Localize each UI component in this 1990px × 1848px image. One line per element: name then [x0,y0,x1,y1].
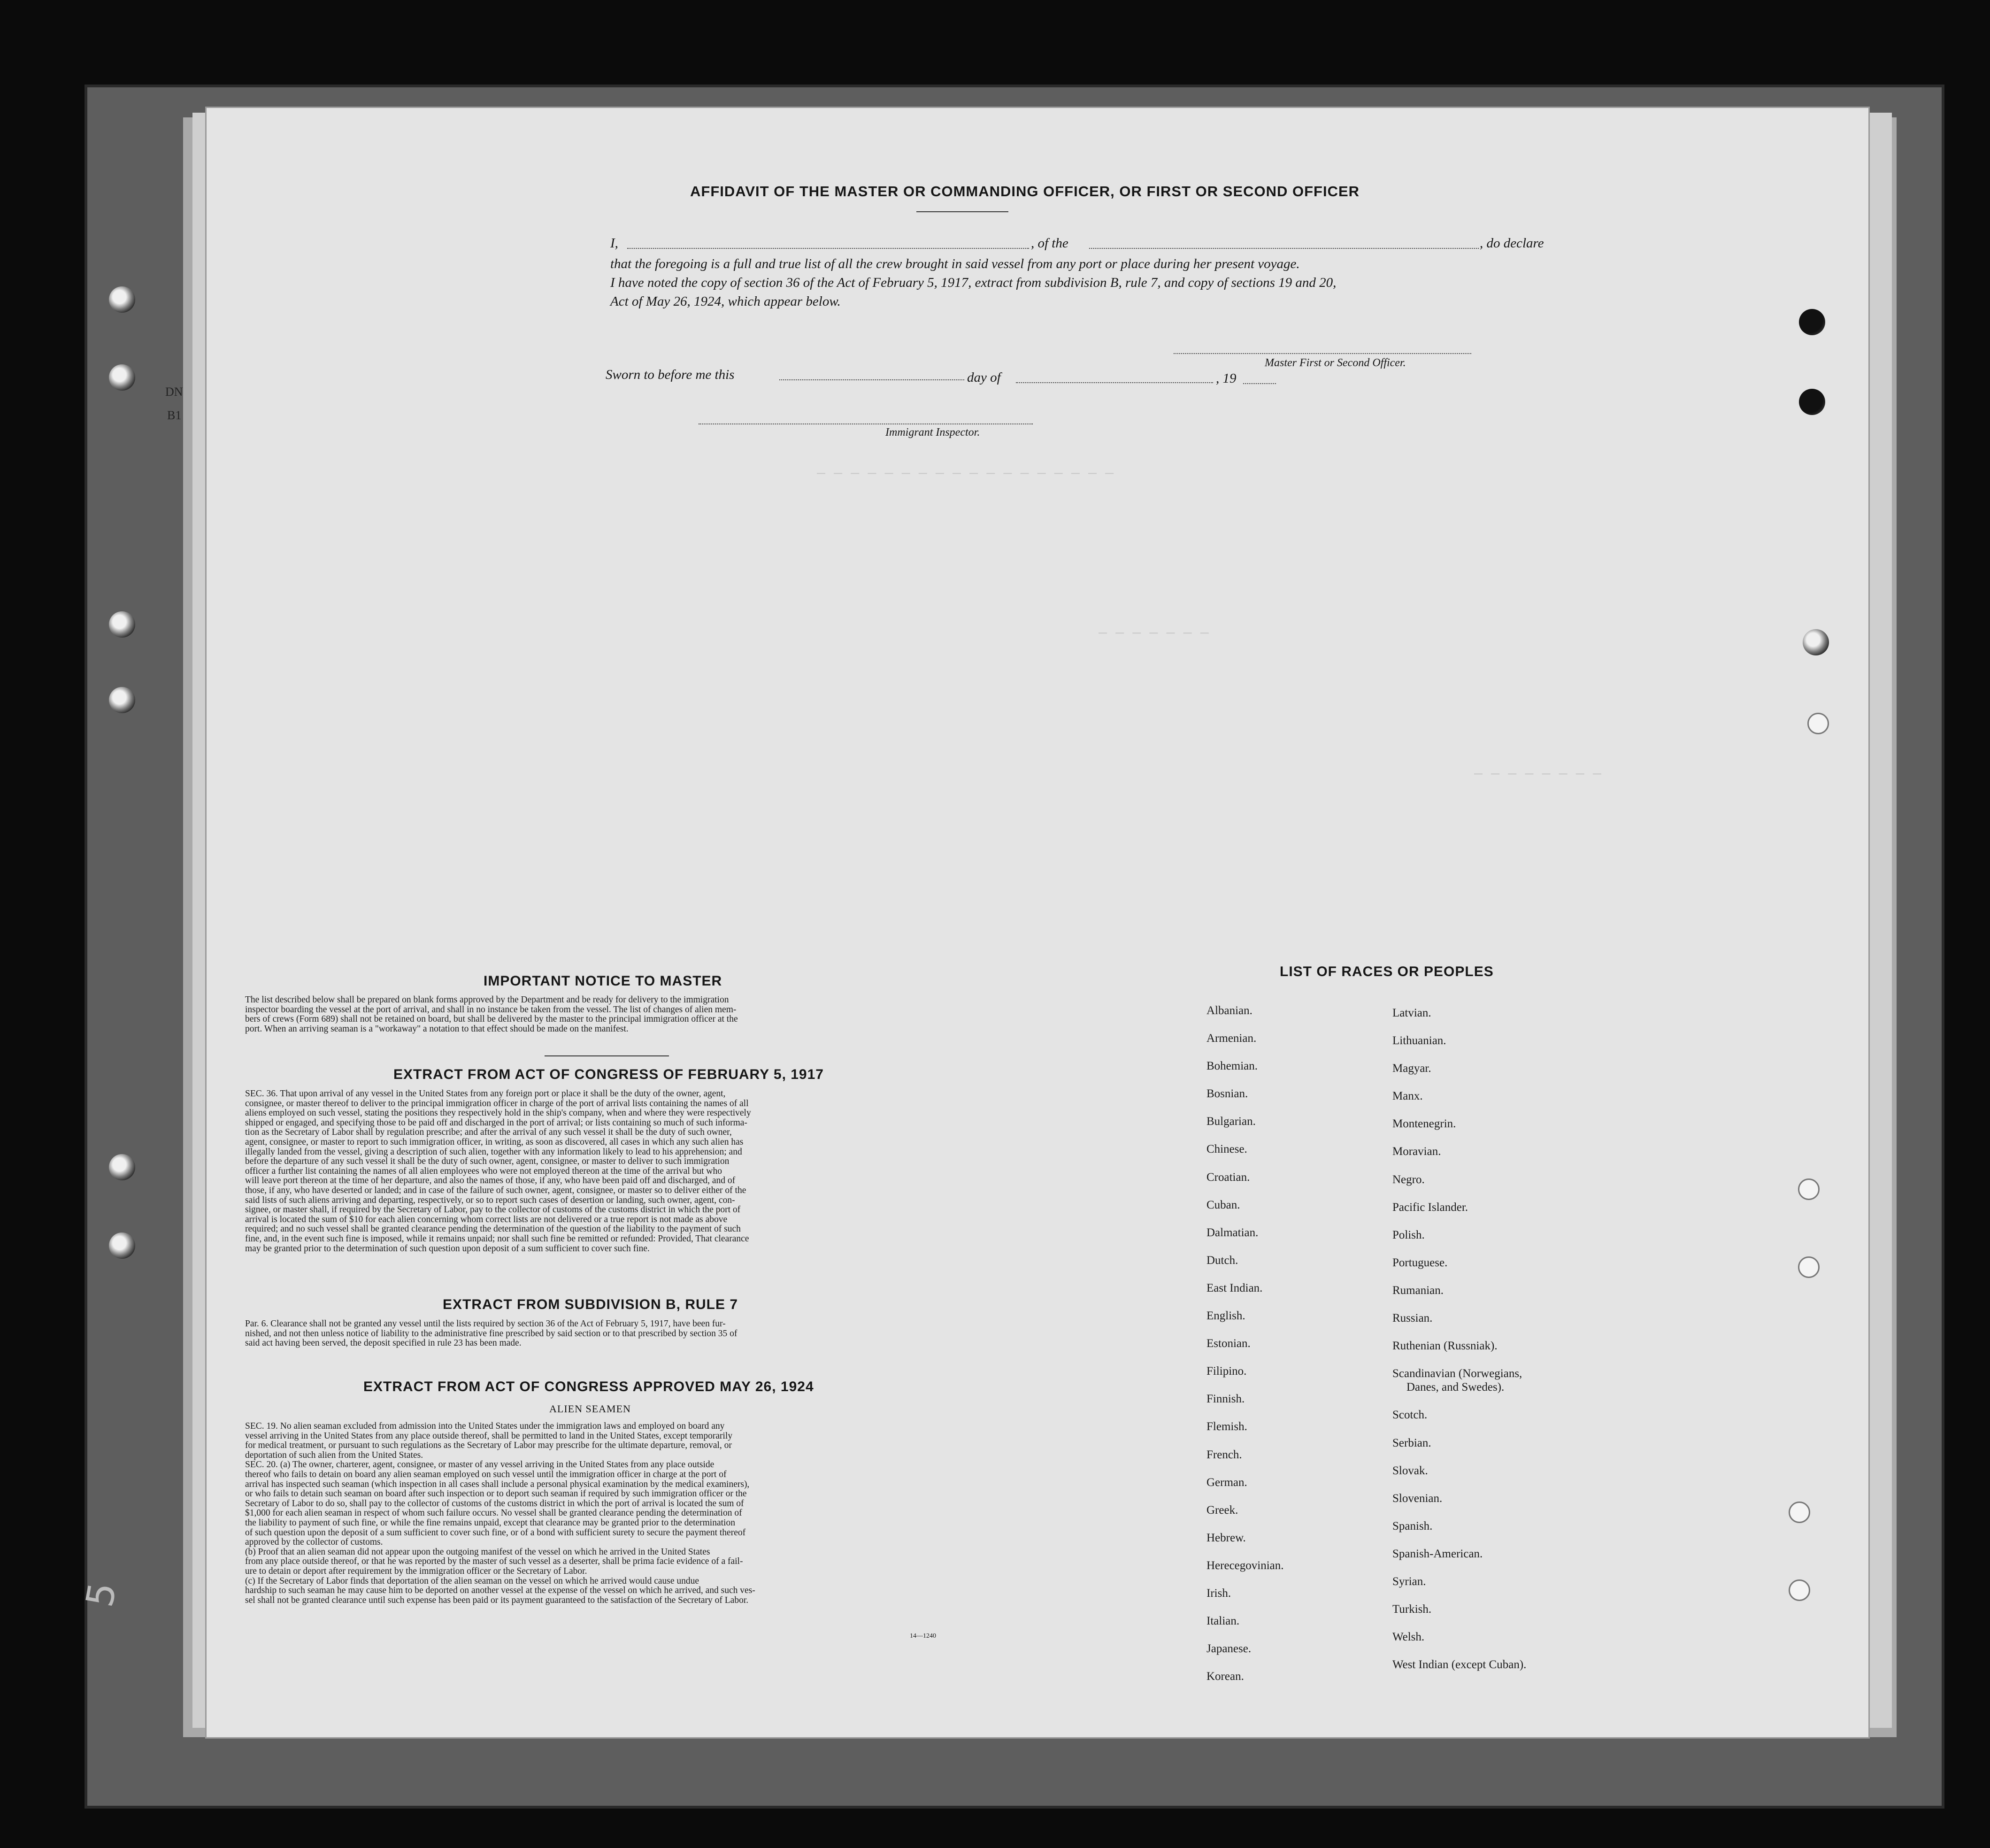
race-item: Estonian. [1206,1337,1251,1350]
race-item: Albanian. [1206,1004,1252,1017]
rule7-text [245,1319,999,1348]
sworn-end: , 19 [1216,371,1237,386]
affidavit-body-line: that the foregoing is a full and true list of all the crew brought in said vessel from any port or place during her present voyage. [610,256,1300,271]
declarant-name-field [627,248,1029,249]
sworn-day-field [779,379,964,380]
extract-line: $1,000 for each alien seaman in respect of whom such failure occurs. No vessel shall be granted clearance pending the determination of [245,1508,742,1518]
extract-line: fine, and, in the event such fine is imposed, while it remains unpaid; nor shall such fine be remitted or refunded: Provided, That clearance [245,1233,749,1244]
race-item: English. [1206,1309,1245,1323]
extract-line: or who fails to detain such seaman on board after such inspection or to deport such seaman if required by such immigration officer or the [245,1489,747,1499]
race-item: Polish. [1392,1228,1425,1241]
punch-hole [1799,309,1825,335]
extract-line: sel shall not be granted clearance until such expense has been paid or its payment guaranteed to the satisfaction of the Secretary of Labor. [245,1595,749,1605]
extract-line: SEC. 20. (a) The owner, charterer, agent, consignee, or master of any vessel arriving in the United States from any place outside [245,1460,715,1470]
master-signature-label: Master First or Second Officer. [1265,357,1406,369]
race-item: Scandinavian (Norwegians, [1392,1367,1522,1380]
race-item: Bohemian. [1206,1060,1258,1073]
extract-line: the liability to payment of such fine, or while the fine remains unpaid, except that clearance may be granted prior to the determination [245,1517,735,1528]
race-item: East Indian. [1206,1281,1263,1294]
notice-line: The list described below shall be prepared on blank forms approved by the Department and be ready for delivery to the immigration [245,995,729,1005]
extract-1924-title: EXTRACT FROM ACT OF CONGRESS APPROVED MAY 26, 1924 [363,1379,814,1394]
extract-line: said lists of such aliens arriving and departing, respectively, or so to report such cases of desertion or landing, such owner, agent, con- [245,1195,735,1205]
race-item: Portuguese. [1392,1256,1448,1269]
race-item: Turkish. [1392,1603,1432,1616]
section-divider [545,1055,669,1056]
race-item: Herecegovinian. [1206,1559,1284,1572]
notice-line: bers of crews (Form 689) shall not be retained on board, but shall be delivered by the master to the principal immigration officer at the [245,1014,738,1024]
race-item: Filipino. [1206,1365,1247,1378]
race-item: Korean. [1206,1670,1244,1683]
race-item: Lithuanian. [1392,1034,1446,1047]
punch-hole [1789,1579,1810,1601]
extract-line: vessel arriving in the United States from any place outside thereof, shall be permitted to land in the United States, except temporarily [245,1431,733,1441]
race-item: Cuban. [1206,1198,1240,1211]
binder-hole-left [109,611,135,638]
extract-line: arrival is located the sum of $10 for each alien concerning whom correct lists are not delivered or a true report is not made as above [245,1214,728,1224]
form-number: 14—1240 [910,1632,936,1640]
extract-line: before the departure of any such vessel it shall be the duty of such owner, agent, consignee, or master to deliver to such immigration [245,1156,730,1167]
sworn-start: Sworn to before me this [606,367,735,382]
declarant-line-end: , do declare [1480,236,1544,251]
extract-line: thereof who fails to detain on board any alien seaman employed on such vessel until the immigration officer in charge at the port of [245,1469,727,1479]
extract-line: deportation of such alien from the United States. [245,1450,423,1460]
extract-line: will leave port thereon at the time of her departure, and also the names of those, if any, who have been paid off and discharged, and of [245,1176,736,1186]
extract-line: of such question upon the deposit of a sum sufficient to cover such fine, or of a bond with sufficient surety to secure the payment thereof [245,1527,746,1538]
race-item: Welsh. [1392,1631,1425,1644]
master-signature-field [1174,353,1471,354]
rule7-line: Par. 6. Clearance shall not be granted any vessel until the lists required by section 36 of the Act of February 5, 1917, have been fur- [245,1319,726,1329]
binder-hole-left [109,1154,135,1180]
extract-line: signee, or master shall, if required by the Secretary of Labor, pay to the collector of customs of the customs district in which the port of [245,1205,741,1215]
declarant-line-start: I, [610,236,618,251]
race-item: Negro. [1392,1173,1425,1186]
edge-handwriting: 5 [77,1579,125,1610]
affidavit-body-line: Act of May 26, 1924, which appear below. [610,294,841,309]
extract-line: (c) If the Secretary of Labor finds that deportation of the alien seaman on the vessel on which he arrived would cause undue [245,1576,699,1586]
sworn-month-field [1016,382,1213,383]
declarant-line-mid: , of the [1031,236,1068,251]
notice-text [245,995,999,1034]
race-item: Dutch. [1206,1254,1238,1267]
punch-hole [1799,389,1825,415]
extract-1917-text [245,1089,999,1254]
race-item: Scotch. [1392,1409,1428,1422]
rule7-line: said act having been served, the deposit specified in rule 23 has been made. [245,1338,522,1348]
races-right-column [1392,1006,1526,1686]
race-item: Russian. [1392,1312,1433,1325]
race-item: Italian. [1206,1615,1240,1628]
margin-mark: DN [165,385,183,399]
bleed-through-text: — — — — — — — [1099,624,1209,641]
extract-line: hardship to such seaman he may cause him to be deported on another vessel at the expense of the vessel on which he arrived, and such ves- [245,1586,755,1596]
race-item: Montenegrin. [1392,1117,1456,1131]
extract-line: for medical treatment, or pursuant to such regulations as the Secretary of Labor may prescribe for the ultimate departure, removal, or [245,1440,732,1451]
extract-1924-subtitle: ALIEN SEAMEN [549,1403,631,1415]
notice-title: IMPORTANT NOTICE TO MASTER [484,973,722,989]
binder-hole-left [109,364,135,391]
rule7-line: nished, and not then unless notice of liability to the administrative fine prescribed by said section or to that prescribed by section 35 of [245,1328,738,1339]
race-item: Spanish-American. [1392,1547,1483,1560]
extract-line: may be granted prior to the determination of such question upon deposit of a sum sufficient to cover such fine. [245,1243,650,1254]
race-item: French. [1206,1448,1242,1461]
race-item: Armenian. [1206,1032,1257,1045]
affidavit-page [207,108,1868,1737]
race-item: Slovenian. [1392,1492,1443,1505]
notice-line: port. When an arriving seaman is a "workaway" a notation to that effect should be made on the manifest. [245,1024,629,1034]
bleed-through-text: — — — — — — — — — — — — — — — — — — [817,465,1114,481]
extract-line: SEC. 36. That upon arrival of any vessel in the United States from any foreign port or place it shall be the duty of the owner, agent, [245,1089,726,1099]
race-item: Chinese. [1206,1143,1247,1156]
punch-hole [1798,1178,1820,1200]
race-item: Manx. [1392,1090,1423,1103]
binder-hole-left [109,1232,135,1259]
race-item: Croatian. [1206,1170,1250,1184]
punch-hole [1789,1502,1810,1523]
extract-line: those, if any, who have deserted or landed; and in case of the failure of such owner, agent, consignee, or master so to deliver either of the [245,1185,746,1195]
punch-hole [1798,1256,1820,1278]
race-item: West Indian (except Cuban). [1392,1658,1527,1671]
sworn-mid: day of [967,370,1001,385]
race-item: Magyar. [1392,1062,1431,1075]
punch-hole [1807,713,1829,734]
extract-line: tion as the Secretary of Labor shall by regulation prescribe; and after the arrival of any such vessel it shall be the duty of such owner, [245,1127,732,1138]
race-item: Spanish. [1392,1519,1433,1532]
margin-mark: B1 [167,408,182,422]
race-item: Finnish. [1206,1393,1245,1406]
race-item: Ruthenian (Russniak). [1392,1340,1498,1353]
extract-line: ure to detain or deport after requirement by the immigration officer or the Secretary of Labor. [245,1566,587,1576]
race-item: Hebrew. [1206,1531,1246,1544]
races-left-column [1206,1004,1284,1697]
affidavit-body-line: I have noted the copy of section 36 of the Act of February 5, 1917, extract from subdivision B, rule 7, and copy of sections 19 and 20, [610,275,1337,290]
race-item: Danes, and Swedes). [1406,1381,1505,1394]
extract-1917-title: EXTRACT FROM ACT OF CONGRESS OF FEBRUARY 5, 1917 [393,1067,824,1082]
race-item: Slovak. [1392,1464,1428,1477]
race-item: German. [1206,1476,1247,1489]
binder-hole-left [109,286,135,313]
race-item: Japanese. [1206,1642,1252,1656]
extract-line: shipped or engaged, and specifying those to be paid off and discharged in the port of arrival; or lists containing so much of such informa- [245,1117,747,1128]
extract-line: SEC. 19. No alien seaman excluded from admission into the United States under the immigration laws and employed on board any [245,1421,725,1431]
race-item: Latvian. [1392,1007,1431,1019]
extract-line: aliens employed on such vessel, stating the positions they respectively hold in the ship's company, when and where they were respectively [245,1108,751,1118]
extract-1924-text [245,1422,999,1605]
extract-line: (b) Proof that an alien seaman did not appear upon the outgoing manifest of the vessel on which he arrived in the United States [245,1547,710,1557]
punch-hole [1803,629,1829,655]
extract-line: approved by the collector of customs. [245,1537,383,1548]
race-item: Serbian. [1392,1436,1431,1449]
binder-hole-left [109,687,135,713]
race-item: Pacific Islander. [1392,1201,1468,1214]
races-title: LIST OF RACES OR PEOPLES [1280,964,1494,979]
sworn-year-field [1243,383,1276,384]
race-item: Bulgarian. [1206,1115,1256,1128]
extract-line: required; and no such vessel shall be granted clearance pending the determination of the question of the liability to the payment of such [245,1224,741,1234]
race-item: Moravian. [1392,1145,1441,1158]
vessel-name-field [1089,248,1479,249]
extract-line: officer a further list containing the names of all alien employees who were not employed thereon at the time of the arrival but who [245,1166,722,1176]
race-item: Dalmatian. [1206,1226,1259,1239]
race-item: Irish. [1206,1586,1231,1600]
race-item: Bosnian. [1206,1087,1248,1101]
extract-line: arrival has inspected such seaman (which inspection in all cases shall include a personal physical examination by the medical examiners), [245,1479,750,1489]
race-item: Greek. [1206,1503,1238,1517]
race-item: Syrian. [1392,1575,1426,1588]
notice-line: inspector boarding the vessel at the port of arrival, and shall in no instance be taken from the vessel. The list of changes of alien mem- [245,1004,737,1015]
title-underline [916,211,1008,212]
extract-line: illegally landed from the vessel, giving a description of such alien, together with any information likely to lead to his apprehension; and [245,1147,742,1157]
extract-line: from any place outside thereof, or that he was reported by the master of such vessel as a deserter, shall be prima facie evidence of a fail- [245,1556,743,1567]
bleed-through-text: — — — — — — — — [1474,765,1601,782]
race-item: Flemish. [1206,1420,1247,1433]
race-item: Rumanian. [1392,1284,1444,1297]
extract-line: Secretary of Labor to do so, shall pay to the collector of customs of the customs district in which the port of arrival is located the sum of [245,1498,744,1509]
rule7-title: EXTRACT FROM SUBDIVISION B, RULE 7 [443,1297,738,1312]
affidavit-title: AFFIDAVIT OF THE MASTER OR COMMANDING OFFICER, OR FIRST OR SECOND OFFICER [690,183,1360,200]
extract-line: agent, consignee, or master to report to such immigration officer, in writing, as soon as discovered, all cases in which any such alien has [245,1137,744,1147]
inspector-label: Immigrant Inspector. [885,426,980,439]
extract-line: consignee, or master thereof to deliver to the principal immigration officer in charge of the port of arrival lists containing the names of all [245,1098,749,1109]
